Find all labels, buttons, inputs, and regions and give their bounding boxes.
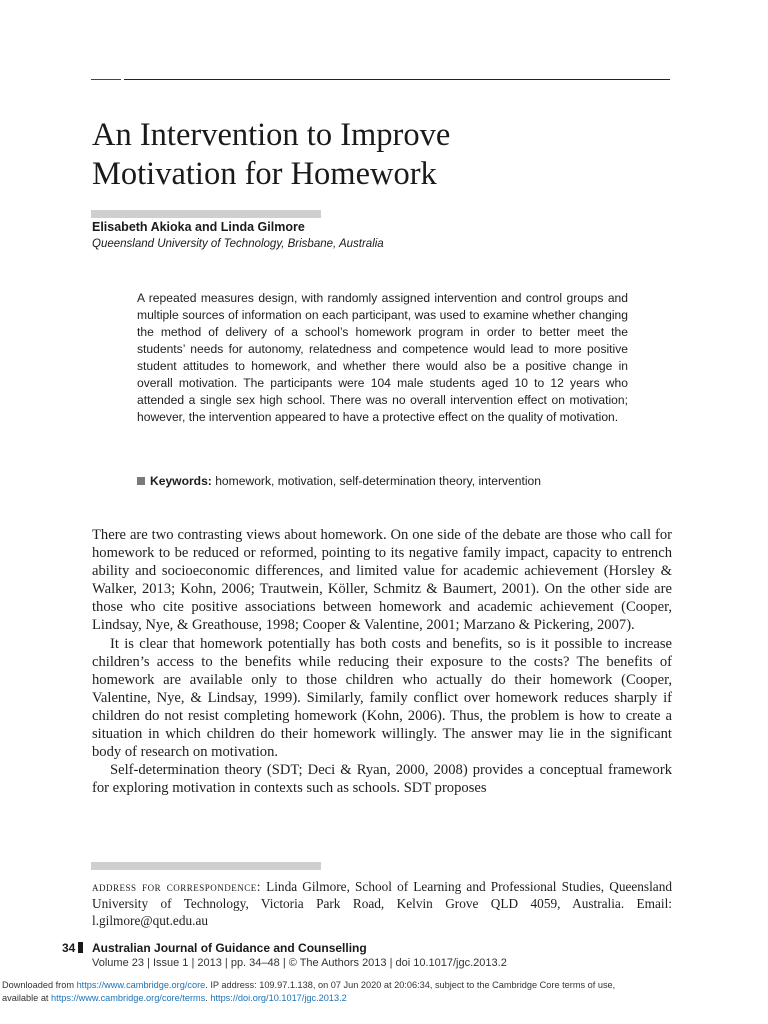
download-text-1: Downloaded from (2, 980, 77, 990)
body-paragraph-2: It is clear that homework potentially has both costs and benefits, so is it possible to increase children’s access to the benefits while reducing their exposure to the costs? The benefits of homework are available only to those children who actually do their homework (Cooper, Valentine, Nye, & Lindsay, 1999). Similarly, family conflict over homework reduces sharply if children do not resist completing homework (Kohn, 2006). Thus, the problem is how to create a situation in which children do their homework willingly. The answer may lie in the significant body of research on motivation. (92, 635, 672, 761)
cambridge-core-link[interactable]: https://www.cambridge.org/core (76, 980, 206, 990)
cambridge-terms-link[interactable]: https://www.cambridge.org/core/terms (51, 992, 206, 1003)
page-number (62, 941, 83, 955)
square-bullet-icon (137, 477, 145, 485)
download-notice (2, 979, 766, 1004)
body-paragraph-1: There are two contrasting views about homework. On one side of the debate are those who call for homework to be reduced or reformed, pointing to its negative family impact, capacity to entrench ability and socioeconomic differences, and limited value for academic achievement (Horsley & Walker, 2013; Kohn, 2006; Trautwein, Köller, Schmitz & Baumert, 2001). On the other side are those who cite positive associations between homework and academic achievement (Cooper, Lindsay, Nye, & Greathouse, 1998; Cooper & Valentine, 2001; Marzano & Pickering, 2007). (92, 527, 672, 634)
download-text-2: . IP address: 109.97.1.138, on 07 Jun 2020 at 20:06:34, subject to the Cambridge Core terms of use, (205, 980, 616, 990)
keywords-list: homework, motivation, self-determination theory, intervention (215, 474, 541, 488)
top-rule-dash (91, 79, 121, 80)
page-mark (78, 942, 83, 953)
correspondence-address (92, 878, 672, 929)
affiliation: Queensland University of Technology, Brisbane, Australia (92, 238, 384, 250)
keywords (137, 474, 541, 488)
journal-name: Australian Journal of Guidance and Counselling (92, 941, 367, 955)
download-text-4: . (205, 992, 211, 1003)
body-paragraph-3: Self-determination theory (SDT; Deci & Ryan, 2000, 2008) provides a conceptual framework for exploring motivation in contexts such as schools. SDT proposes (92, 762, 672, 797)
journal-info: Volume 23 | Issue 1 | 2013 | pp. 34–48 | © The Authors 2013 | doi 10.1017/jgc.2013.2 (92, 957, 507, 969)
title-line-2: Motivation for Homework (92, 156, 437, 192)
keywords-label: Keywords: (150, 474, 212, 488)
doi-link[interactable]: https://doi.org/10.1017/jgc.2013.2 (210, 992, 347, 1003)
page-number-text: 34 (62, 941, 76, 955)
abstract: A repeated measures design, with randomly assigned intervention and control groups and multiple sources of information on each participant, was used to examine whether changing the method of delivery of a school’s homework program in order to better meet the students’ needs for autonomy, relatedness and competence would lead to more positive student attitudes to homework, and whether there would also be a positive change in overall motivation. The participants were 104 male students aged 10 to 12 years who attended a single sex high school. There was no overall intervention effect on motivation; however, the intervention appeared to have a protective effect on the quality of motivation. (137, 291, 628, 424)
title-line-1: An Intervention to Improve (92, 117, 451, 153)
author-divider-bar (91, 210, 321, 218)
authors: Elisabeth Akioka and Linda Gilmore (92, 220, 305, 234)
article-title (92, 116, 692, 194)
correspondence-label: address for correspondence: (92, 879, 261, 894)
top-rule (124, 79, 670, 80)
download-text-3: available at (2, 992, 52, 1003)
body-text (92, 526, 672, 797)
footnote-divider-bar (91, 862, 321, 870)
correspondence-text: Linda Gilmore, School of Learning and Professional Studies, Queensland University of Technology, Victoria Park Road, Kelvin Grove QLD 4059, Australia. Email: l.gilmore@qut.edu.au (92, 879, 672, 928)
